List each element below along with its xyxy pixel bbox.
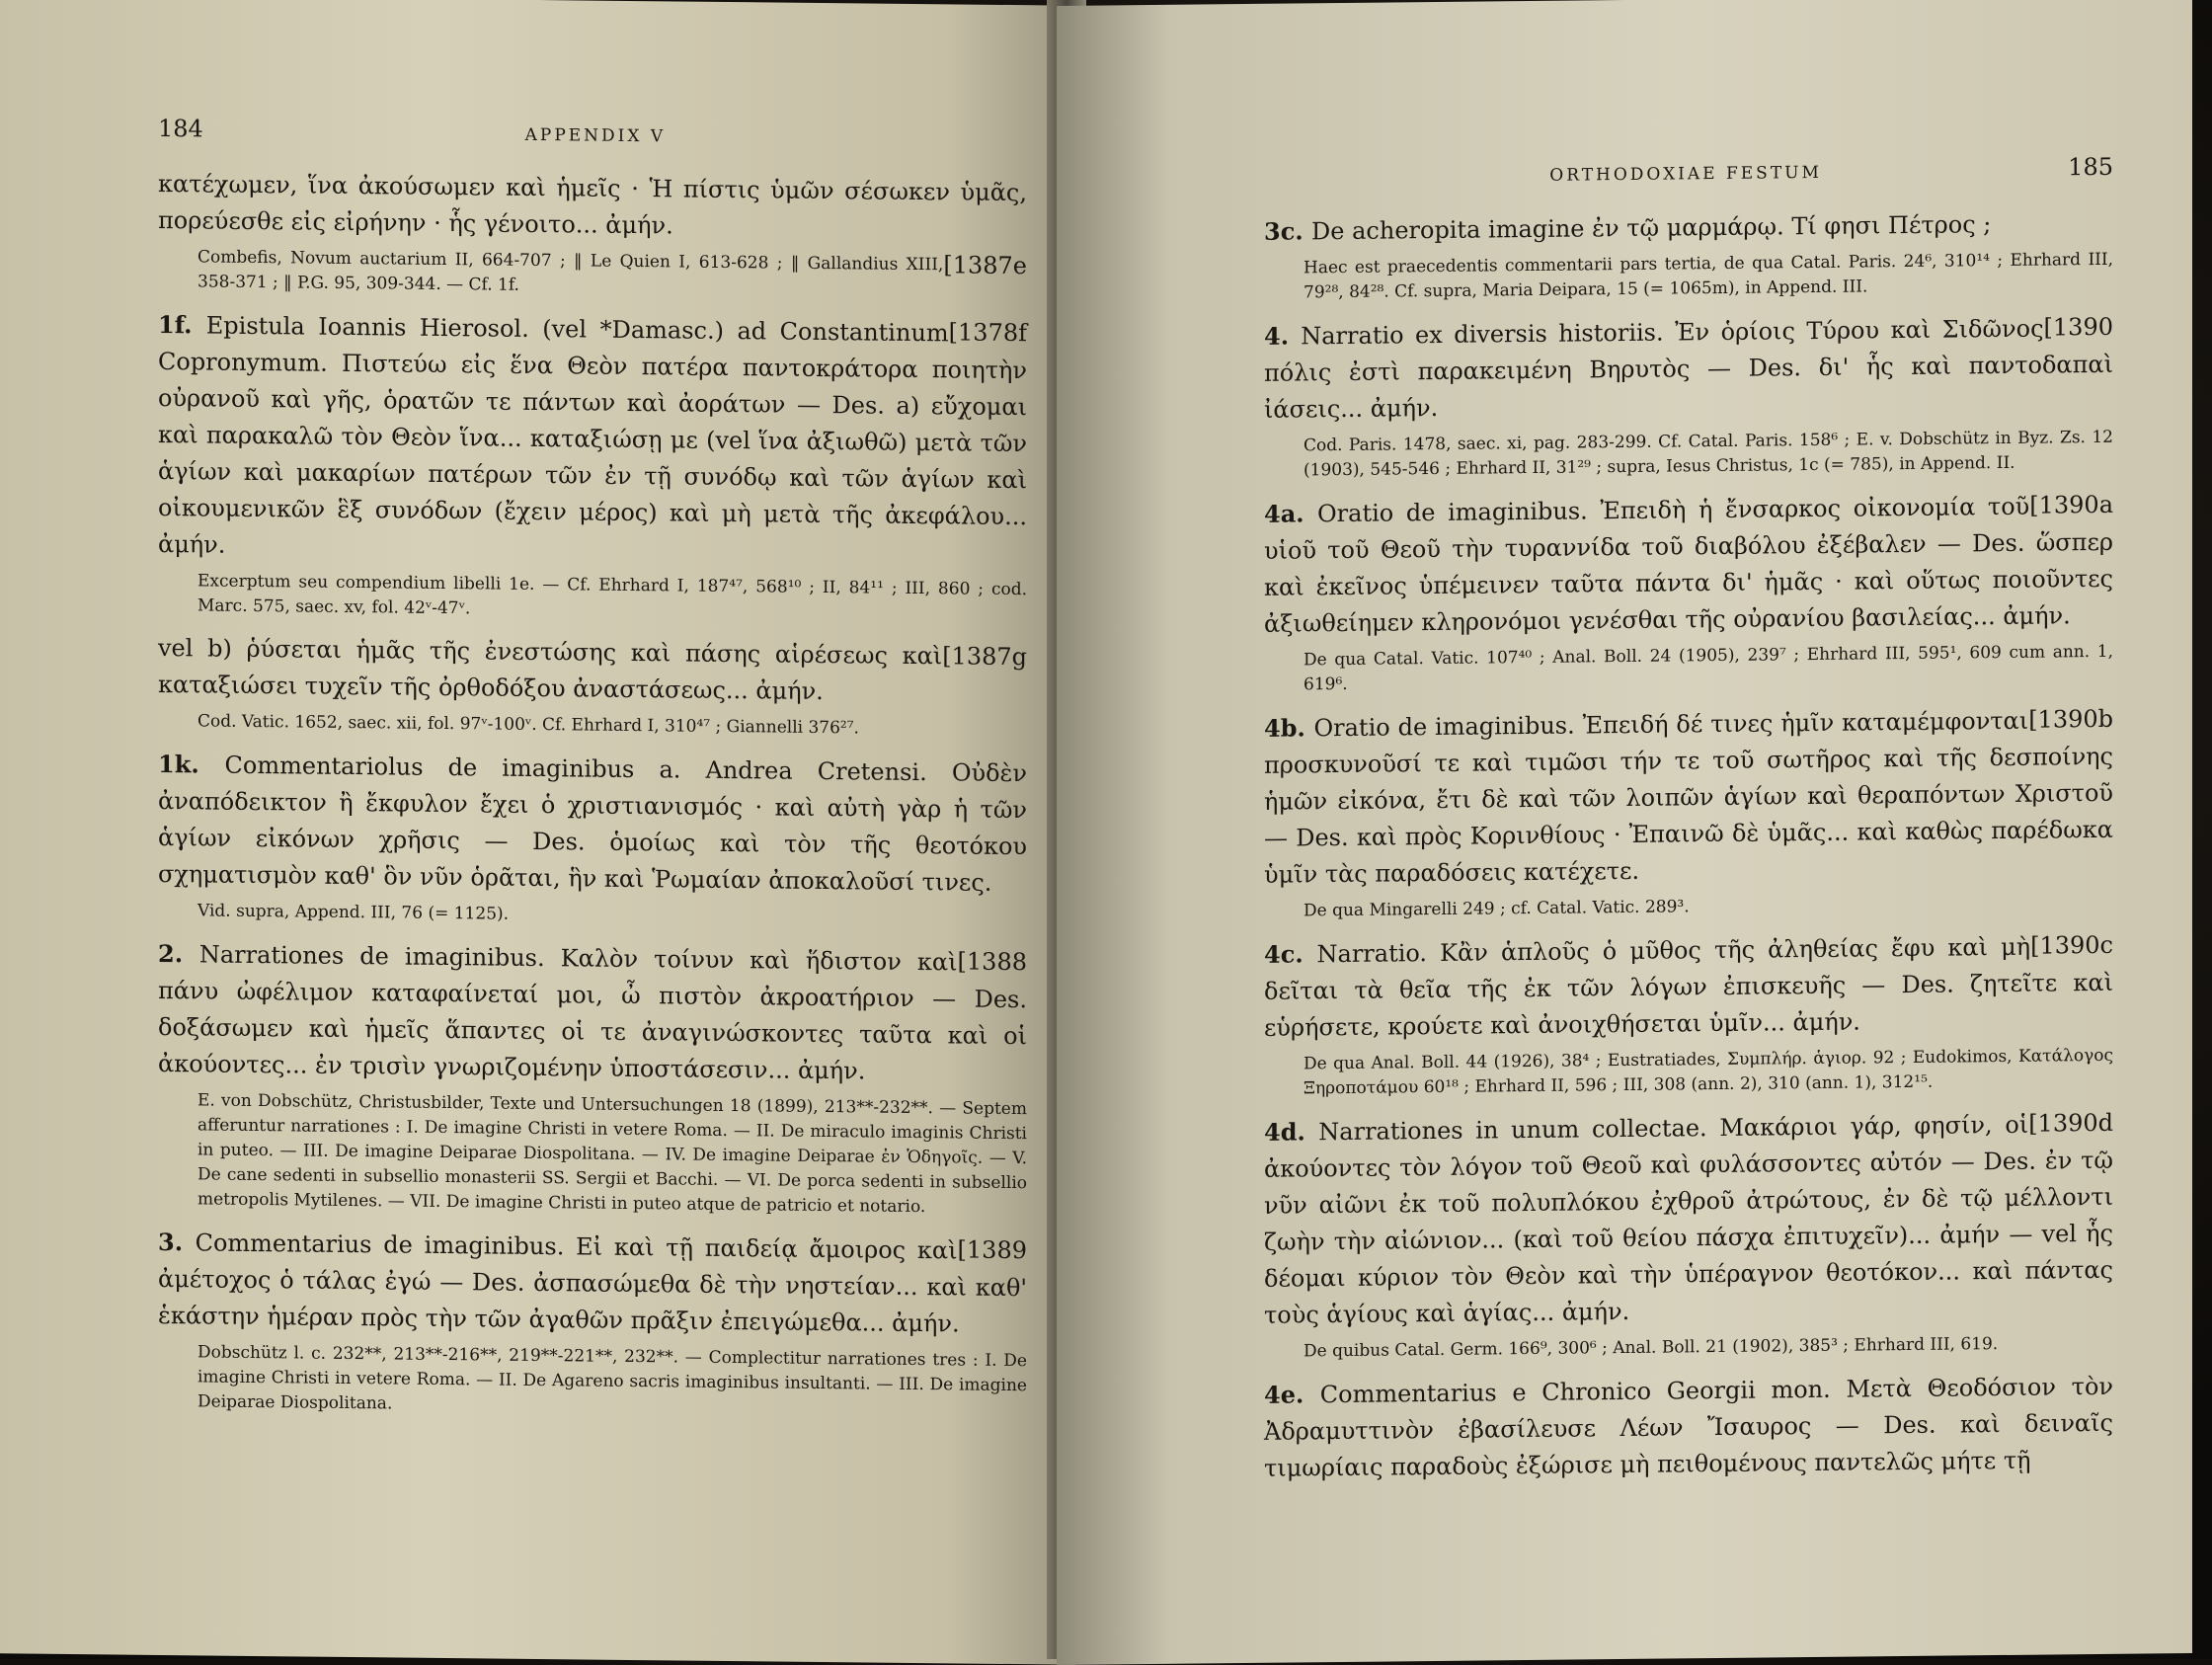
footnote-text: Cod. Vatic. 1652, saec. xii, fol. 97ᵛ-100ᵛ. Cf. Ehrhard I, 310⁴⁷ ; Giannelli 376²⁷. xyxy=(198,711,859,739)
entry-text: Narrationes in unum collectae. Μακάριοι γάρ, φησίν, οἱ ἀκούοντες τὸν λόγον τοῦ Θεοῦ καὶ φυλάσσοντες αὐτόν — Des. ἐν τῷ νῦν αἰῶνι ἐκ τοῦ πολυπλόκου ἐχθροῦ ἀτρώτους, ἐν δὲ τῷ μέλλοντι ζωὴν τὴν αἰώνιον... (καὶ τοῦ θείου πάσχα ἐπιτυχεῖν)... ἀμήν — vel ἧς δέομαι κύριον τὸν Θεὸν καὶ τὴν ὑπέραγνον θεοτόκον... καὶ πάντας τοὺς ἁγίους καὶ ἁγίας... ἀμήν. xyxy=(1264,1110,2113,1329)
footnote-text: De qua Anal. Boll. 44 (1926), 38⁴ ; Eustratiades, Συμπλήρ. ἁγιορ. 92 ; Eudokimos, Κατάλογος Ξηροποτάμου 60¹⁸ ; Ehrhard II, 596 ; III, 308 (ann. 2), 310 (ann. 1), 312¹⁵. xyxy=(1304,1045,2113,1099)
footnote-text: De quibus Catal. Germ. 166⁹, 300⁶ ; Anal. Boll. 21 (1902), 385³ ; Ehrhard III, 619. xyxy=(1304,1334,1999,1362)
catalog-entry xyxy=(158,1224,1027,1343)
footnote-entry xyxy=(198,569,1027,627)
entry-number: 4. xyxy=(1264,321,1302,351)
catalog-entry xyxy=(1264,701,2113,894)
catalog-entry xyxy=(1264,204,2113,251)
entry-number: 1k. xyxy=(158,749,225,779)
footnote-entry xyxy=(198,709,1027,743)
footnote-entry xyxy=(198,1088,1027,1221)
entry-number: 2. xyxy=(158,938,199,969)
footnote-entry xyxy=(1304,248,2113,306)
entry-reference-number: [1389 xyxy=(957,1235,1027,1265)
catalog-entry xyxy=(1264,487,2113,643)
entry-reference-number: [1390b xyxy=(2028,704,2113,734)
catalog-entry xyxy=(1264,1105,2113,1334)
catalog-entry xyxy=(1264,309,2113,429)
entry-text: Narrationes de imaginibus. Καλὸν τοίνυν καὶ ἥδιστον καὶ πάνυ ὠφέλιμον καταφαίνεταί μοι, ὦ πιστὸν ἀκροατήριον — Des. δοξάσωμεν καὶ ἡμεῖς ἅπαντες οἱ τε ἀναγινώσκοντες ταῦτα καὶ οἱ ἀκούοντες... ἐν τρισὶν γνωριζομένην ὑποστάσεσιν... ἀμήν. xyxy=(158,940,1027,1085)
catalog-entry xyxy=(158,166,1027,248)
entry-number: 4e. xyxy=(1264,1380,1320,1409)
entry-text: De acheropita imagine ἐν τῷ μαρμάρῳ. Τί φησι Πέτρος ; xyxy=(1311,210,1992,246)
entry-text: κατέχωμεν, ἵνα ἀκούσωμεν καὶ ἡμεῖς · Ἡ πίστις ὑμῶν σέσωκεν ὑμᾶς, πορεύεσθε εἰς εἰρήνην · ἧς γένοιτο... ἀμήν. xyxy=(158,169,1027,240)
catalog-entry xyxy=(1264,927,2113,1047)
footnote-text: Dobschütz l. c. 232**, 213**-216**, 219**-221**, 232**. — Complectitur narrationes tres : I. De imagine Christi in vetere Roma. — II. De Agareno sacris imaginibus insultanti. — III. De imagine Deiparae Diospolitana. xyxy=(198,1342,1027,1414)
catalog-entry xyxy=(158,935,1027,1091)
entry-text: Epistula Ioannis Hierosol. (vel *Damasc.) ad Constantinum Copronymum. Πιστεύω εἰς ἕνα Θεὸν πατέρα παντοκράτορα ποιητὴν οὐρανοῦ καὶ γῆς, ὁρατῶν τε πάντων καὶ ἀοράτων — Des. a) εὔχομαι καὶ παρακαλῶ τὸν Θεὸν ἵνα... καταξιώσῃ με (vel ἵνα ἀξιωθῶ) μετὰ τῶν ἁγίων καὶ μακαρίων πατέρων τῶν ἐν τῇ συνόδῳ καὶ τῶν ἁγίων καὶ οἰκουμενικῶν ἓξ συνόδων (ἔχειν μέρος) καὶ μὴ μετὰ τῆς ἀκεφάλου... ἀμήν. xyxy=(158,311,1027,559)
entry-number: 4b. xyxy=(1264,713,1314,743)
entry-text: Commentarius e Chronico Georgii mon. Μετὰ Θεοδόσιον τὸν Ἀδραμυττινὸν ἐβασίλευσε Λέων Ἴσαυρος — Des. καὶ δειναῖς τιμωρίαις παραδοὺς ἐξώρισε μὴ πειθομένους παντελῶς μήτε τῇ xyxy=(1264,1372,2113,1482)
footnote-entry xyxy=(1304,1331,2113,1365)
entry-reference-number: [1390a xyxy=(2029,490,2113,519)
footnote-entry xyxy=(1304,640,2113,698)
right-header xyxy=(1264,153,2113,190)
footnote-text: Excerptum seu compendium libelli 1e. — Cf. Ehrhard I, 187⁴⁷, 568¹⁰ ; II, 84¹¹ ; III, 860 ; cod. Marc. 575, saec. xv, fol. 42ᵛ-47ᵛ. xyxy=(198,571,1027,619)
entry-number: 4c. xyxy=(1264,939,1317,969)
right-page-number: 185 xyxy=(2068,152,2113,182)
entry-reference-number: [1390 xyxy=(2043,312,2113,342)
entry-number: 4d. xyxy=(1264,1117,1319,1147)
left-running-head: APPENDIX V xyxy=(524,124,667,147)
entry-text: vel b) ῥύσεται ἡμᾶς τῆς ἐνεστώσης καὶ πάσης αἱρέσεως καὶ καταξιώσει τυχεῖν τῆς ὀρθοδόξου ἀναστάσεως... ἀμήν. xyxy=(158,633,943,706)
footnote-entry xyxy=(198,899,1027,932)
entry-number: 3c. xyxy=(1264,216,1312,246)
footnote-text: De qua Mingarelli 249 ; cf. Catal. Vatic. 289³. xyxy=(1304,897,1690,921)
footnote-text: E. von Dobschütz, Christusbilder, Texte und Untersuchungen 18 (1899), 213**-232**. — Septem afferuntur narrationes : I. De imagine Christi in vetere Roma. — II. De miraculo imaginis Christi in puteo. — III. De imagine Deiparae Diospolitana. — IV. De imagine Deiparae ἐν Ὁδηγοῖς. — V. De cane sedenti in subsellio monasterii SS. Sergii et Bacchi. — VI. De porca sedenti in subsellio metropolis Mytilenes. — VII. De imagine Christi in puteo atque de patricio et notario. xyxy=(198,1090,1027,1218)
left-text-body xyxy=(158,166,1027,1423)
entry-text: Narratio. Κἂν ἁπλοῦς ὁ μῦθος τῆς ἀληθείας ἔφυ καὶ μὴ δεῖται τὰ θεῖα τῆς ἐκ τῶν λόγων ἐπισκευῆς — Des. ζητεῖτε καὶ εὑρήσετε, κρούετε καὶ ἀνοιχθήσεται ὑμῖν... ἀμήν. xyxy=(1264,932,2113,1042)
entry-reference-number: [1390d xyxy=(2028,1108,2113,1138)
footnote-text: De qua Catal. Vatic. 107⁴⁰ ; Anal. Boll. 24 (1905), 239⁷ ; Ehrhard III, 595¹, 609 cum ann. 1, 619⁶. xyxy=(1304,641,2113,695)
catalog-entry xyxy=(1264,1368,2113,1487)
right-text-body xyxy=(1264,204,2113,1487)
entry-text: Oratio de imaginibus. Ἐπειδή δέ τινες ἡμῖν καταμέμφονται προσκυνοῦσί τε καὶ τιμῶσι τήν τε τοῦ σωτῆρος καὶ τῆς δεσποίνης ἡμῶν εἰκόνα, ἔτι δὲ καὶ τῶν λοιπῶν ἁγίων καὶ θεραπόντων Χριστοῦ — Des. καὶ πρὸς Κορινθίους · Ἐπαινῶ δὲ ὑμᾶς... καὶ καθὼς παρέδωκα ὑμῖν τὰς παραδόσεις κατέχετε. xyxy=(1264,706,2113,889)
catalog-entry xyxy=(158,746,1027,902)
left-page xyxy=(0,0,1076,1665)
footnote-text: Haec est praecedentis commentarii pars tertia, de qua Catal. Paris. 24⁶, 310¹⁴ ; Ehrhard III, 79²⁸, 84²⁸. Cf. supra, Maria Deipara, 15 (= 1065m), in Append. III. xyxy=(1304,249,2113,303)
entry-reference-number: [1388 xyxy=(957,947,1027,977)
footnote-entry xyxy=(1304,426,2113,484)
catalog-entry xyxy=(158,630,1027,712)
left-page-number: 184 xyxy=(158,114,203,143)
entry-number: 4a. xyxy=(1264,499,1317,528)
footnote-entry xyxy=(1304,1044,2113,1102)
entry-number: 1f. xyxy=(158,309,206,340)
entry-reference-number: [1378f xyxy=(948,318,1027,348)
footnote-text: Cod. Paris. 1478, saec. xi, pag. 283-299. Cf. Catal. Paris. 158⁶ ; E. v. Dobschütz in Byz. Zs. 12 (1903), 545-546 ; Ehrhard II, 31²⁹ ; supra, Iesus Christus, 1c (= 785), in Append. II. xyxy=(1304,427,2113,481)
right-running-head: ORTHODOXIAE FESTUM xyxy=(1549,162,1822,186)
footnote-text: Vid. supra, Append. III, 76 (= 1125). xyxy=(198,901,510,924)
footnote-entry xyxy=(198,1340,1027,1423)
catalog-entry xyxy=(158,306,1027,572)
entry-text: Oratio de imaginibus. Ἐπειδὴ ἡ ἔνσαρκος οἰκονομία τοῦ υἱοῦ τοῦ Θεοῦ τὴν τυραννίδα τοῦ διαβόλου ἐξέβαλεν — Des. ὥσπερ καὶ ἐκεῖνος ὑπέμεινεν ταῦτα πάντα δι' ἡμᾶς · καὶ οὕτως ποιοῦντες ἀξιωθείημεν κληρονόμοι γενέσθαι τῆς οὐρανίου βασιλείας... ἀμήν. xyxy=(1264,492,2113,638)
left-header xyxy=(158,115,1027,151)
entry-reference-number: [1390c xyxy=(2030,930,2113,960)
entry-text: Commentariolus de imaginibus a. Andrea Cretensi. Οὐδὲν ἀναπόδεικτον ἢ ἔκφυλον ἔχει ὁ χριστιανισμός · καὶ αὐτὴ γὰρ ἡ τῶν ἁγίων εἰκόνων χρῆσις — Des. ὁμοίως καὶ τὸν τῆς θεοτόκου σχηματισμὸν καθ' ὃν νῦν ὁρᾶται, ἣν καὶ Ῥωμαίαν ἀποκαλοῦσί τινες. xyxy=(158,751,1027,897)
footnote-text: Combefis, Novum auctarium II, 664-707 ; ‖ Le Quien I, 613-628 ; ‖ Gallandius XIII, 358-371 ; ‖ P.G. 95, 309-344. — Cf. 1f. xyxy=(198,247,944,295)
footnote-entry xyxy=(1304,891,2113,924)
entry-text: Narratio ex diversis historiis. Ἐν ὁρίοις Τύρου καὶ Σιδῶνος πόλις ἐστὶ παρακειμένη Βηρυτὸς — Des. δι' ἧς καὶ παντοδαπαὶ ἰάσεις... ἀμήν. xyxy=(1264,314,2113,424)
entry-reference-number: [1387e xyxy=(943,251,1027,280)
entry-number: 3. xyxy=(158,1227,196,1257)
entry-text: Commentarius de imaginibus. Εἰ καὶ τῇ παιδείᾳ ἄμοιρος καὶ ἀμέτοχος ὁ τάλας ἐγώ — Des. ἀσπασώμεθα δὲ τὴν νηστείαν... καὶ καθ' ἑκάστην ἡμέραν πρὸς τὴν τῶν ἀγαθῶν πρᾶξιν ἐπειγώμεθα... ἀμήν. xyxy=(158,1229,1027,1338)
right-page xyxy=(1057,0,2192,1665)
footnote-entry xyxy=(198,245,1027,303)
entry-reference-number: [1387g xyxy=(942,642,1027,672)
